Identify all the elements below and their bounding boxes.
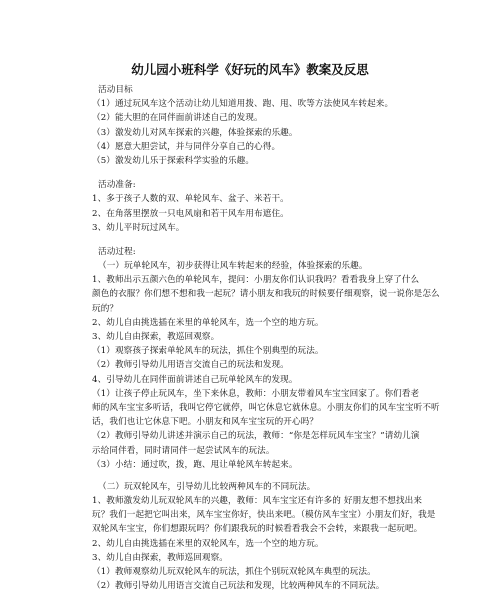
objective-item: （5）激发幼儿乐于探索科学实验的乐趣。: [92, 155, 255, 166]
preparation-item: 1、多于孩子人数的双、单轮风车、盆子、米若干。: [92, 194, 289, 205]
process-line: （1）教师观察幼儿玩双轮风车的玩法，抓住个别玩双轮风车典型的玩法。: [92, 567, 376, 577]
process-line: 1、教师激发幼儿玩双轮风车的兴趣，教师：风车宝宝还有许多的 好朋友想不想找出来: [92, 496, 423, 507]
process-line: （一）玩单轮风车，初步获得让风车转起来的经验，体验探索的乐趣。: [98, 261, 368, 272]
preparation-heading: 活动准备:: [98, 180, 136, 191]
objective-item: （3）激发幼儿对风车探索的兴趣，体验探索的乐趣。: [92, 127, 298, 138]
process-line: 示给同伴看，同时请同伴一起尝试风车的玩法。: [92, 445, 275, 456]
process-line: 颜色的衣服？你们想不想和我一起玩？请小朋友和我玩的时候要仔细观察，说一说你是怎么: [92, 289, 440, 300]
process-line: （2）教师引导幼儿用语言交流自己玩法和发现，比较两种风车的不同玩法。: [92, 581, 385, 592]
process-line: （1）观察孩子探索单轮风车的玩法，抓住个别典型的玩法。: [92, 346, 324, 357]
process-line: 话，我们也让它休息下吧。小朋友和风车宝宝玩的开心吗？: [92, 417, 319, 428]
process-line: 师的风车宝宝多听话，我叫它停它就停，叫它休息它就休息。小朋友你们的风车宝宝听不听: [92, 402, 440, 413]
process-line: 3、幼儿自由探索，教师巡回观察。: [92, 552, 228, 563]
preparation-item: 3、幼儿平时玩过风车。: [92, 222, 185, 233]
objective-item: （4）愿意大胆尝试，并与同伴分享自己的心得。: [92, 141, 281, 152]
process-line: 双轮风车宝宝，你们想跟玩吗？你们跟我玩的时候看看我会不会转，来跟我一起玩吧。: [92, 524, 423, 535]
process-heading: 活动过程:: [98, 246, 136, 257]
objective-item: （1）通过玩风车这个活动让幼儿知道用拨、跑、甩、吹等方法使风车转起来。: [92, 99, 394, 110]
process-line: （二）玩双轮风车，引导幼儿比较两种风车的不同玩法。: [98, 481, 316, 492]
process-line: （2）教师引导幼儿讲述并演示自己的玩法，教师：“你是怎样玩风车宝宝？”请幼儿演: [92, 431, 420, 442]
process-line: （1）让孩子停止玩风车，坐下来休息，教师：小朋友带着风车宝宝回家了。你们看老: [92, 388, 420, 399]
process-line: 1、教师出示五颜六色的单轮风车，提问：小朋友你们认识我吗？看看我身上穿了什么: [92, 275, 420, 286]
process-line: 玩？我们一起把它叫出来，风车宝宝你好，快出来吧。（模仿风车宝宝）小朋友们好，我是: [92, 510, 436, 521]
process-line: 2、幼儿自由挑选插在米里的双轮风车，选一个空的地方玩。: [92, 538, 324, 549]
process-line: 玩的？: [92, 303, 119, 314]
document-body: [0, 83, 500, 593]
objectives-heading: 活动目标: [98, 85, 133, 95]
process-line: 4、引导幼儿在同伴面前讲述自己玩单轮风车的发现。: [92, 374, 298, 385]
process-line: 2、幼儿自由挑选插在米里的单轮风车，选一个空的地方玩。: [92, 317, 324, 328]
process-line: （2）教师引导幼儿用语言交流自己的玩法和发现。: [92, 360, 289, 371]
preparation-item: 2、在角落里摆放一只电风扇和若干风车用布遮住。: [92, 208, 289, 219]
document-title: 幼儿园小班科学《好玩的风车》教案及反思: [131, 62, 369, 77]
objective-item: （2）能大胆的在同伴面前讲述自己的发现。: [92, 113, 263, 124]
process-line: 3、幼儿自由探索，教巡回观察。: [92, 332, 220, 342]
process-line: （3）小结：通过吹，拨，跑、甩让单轮风车转起来。: [92, 459, 298, 470]
